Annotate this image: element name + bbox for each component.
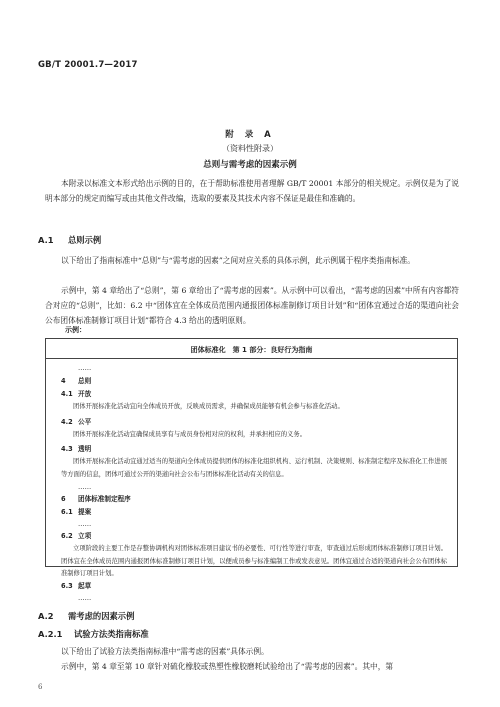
appendix-title: 附 录 A <box>225 130 275 140</box>
page-number: 6 <box>38 683 43 691</box>
section-a1-paragraph-1: 以下给出了指南标准中“总则”与“需考虑的因素”之间对应关系的具体示例，此示例属于程序类指南标准。 <box>61 256 415 265</box>
intro-paragraph: 本附录以标准文本形式给出示例的目的，在于帮助标准使用者理解 GB/T 20001 本部分的相关规定。示例仅是为了说明本部分的规定而编写或由其他文件改编，选取的要素及其技术内容不保证是最佳和准确的。 <box>45 179 459 203</box>
appendix-heading: 总则与需考虑的因素示例 <box>203 160 297 170</box>
example-clause-6-3: 6.3 起草 <box>61 582 92 590</box>
example-clause-4-3: 4.3 透明 <box>61 445 92 453</box>
example-clause-4-2-text: 团体开展标准化活动宜确保成员享有与成员身份相对应的权利，并承担相应的义务。 <box>73 431 306 438</box>
example-clause-4-1: 4.1 开放 <box>61 390 92 398</box>
section-a21-heading: A.2.1 试验方法类指南标准 <box>38 629 149 639</box>
section-a21-paragraph-2: 示例中，第 4 章至第 10 章针对硫化橡胶或热塑性橡胶磨耗试验给出了“需考虑的因素”。其中，第 <box>61 662 394 671</box>
section-a1-paragraph-2: 示例中，第 4 章给出了“总则”，第 6 章给出了“需考虑的因素”。从示例中可以看出，“需考虑的因素”中所有内容都符合对应的“总则”，比如：6.2 中“团体宜在全体成员范围内通报团体标准制修订项目计划”和“团体宜通过合适的渠道向社会公布团体标准制修订项目计划”都符合 4.3 给出的透明原则。 <box>45 286 459 325</box>
ellipsis: …… <box>78 483 92 491</box>
example-clause-4: 4 总则 <box>61 377 92 385</box>
example-clause-6-2: 6.2 立项 <box>61 532 92 540</box>
example-box-title: 团体标准化 第 1 部分：良好行为指南 <box>190 346 313 354</box>
example-clause-6-1: 6.1 提案 <box>61 508 92 516</box>
example-clause-4-3-text: 团体开展标准化活动宜通过适当的渠道向全体成员提供团体的标准化组织机构、运行机制、决策规则、标准制定程序及标准化工作进展等方面的信息，团体可通过公开的渠道向社会公布与团体标准化活动有关的信息。 <box>61 458 447 478</box>
example-box <box>45 338 458 567</box>
example-label: 示例： <box>65 326 86 334</box>
example-clause-4-1-text: 团体开展标准化活动宜向全体成员开放，反映成员需求，并确保成员能够有机会参与标准化活动。 <box>73 403 344 410</box>
example-box-divider <box>45 358 458 359</box>
section-a1-heading: A.1 总则示例 <box>38 235 102 245</box>
example-clause-6-2-text: 立项阶段的主要工作是存整协调机构对团体标准项目建议书的必要性、可行性等进行审查，审查通过后形成团体标准制修订项目计划。团体宜在全体成员范围内通报团体标准制修订项目计划，以便成员参与标准编制工作或发表意见。团体宜通过合适的渠道向社会公布团体标准制修订项目计划。 <box>61 545 447 577</box>
document-code: GB/T 20001.7—2017 <box>38 60 138 70</box>
appendix-subtitle: （资料性附录） <box>222 144 278 153</box>
example-clause-4-2: 4.2 公平 <box>61 418 92 426</box>
ellipsis: …… <box>78 594 92 602</box>
section-a21-paragraph-1: 以下给出了试验方法类指南标准中“需考虑的因素”具体示例。 <box>61 647 269 656</box>
example-clause-6: 6 团体标准制定程序 <box>61 495 131 503</box>
ellipsis: …… <box>78 364 92 372</box>
section-a2-heading: A.2 需考虑的因素示例 <box>38 611 135 621</box>
ellipsis: …… <box>78 520 92 528</box>
